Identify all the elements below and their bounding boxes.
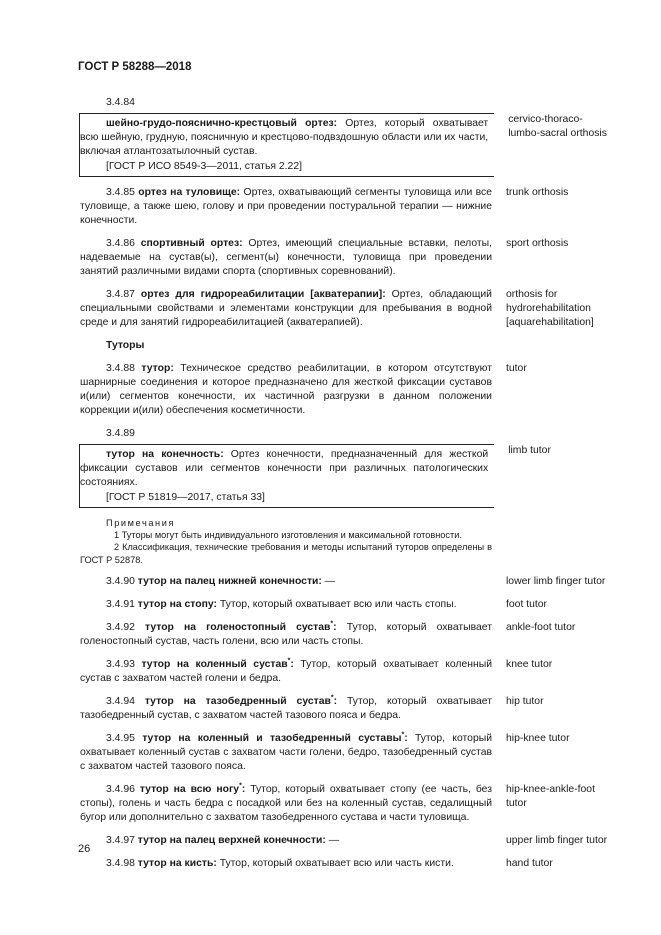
term-english: hand tutor [506,857,553,869]
term-text: 3.4.90 тутор на палец нижней конечности: — [106,575,336,587]
term-text: 3.4.87 ортез для гидрореабилитации [акватерапии]: Ортез, обладающий специальными свойствами и элементами конструкции для пребывания в водной среде и для занятий гидрореабилитацией (акватерапией). [80,289,492,328]
section-heading: Туторы [106,340,145,351]
term-name: ортез на туловище: [138,187,241,198]
term-text: 3.4.97 тутор на палец верхней конечности: — [106,834,340,846]
term-name: тутор на конечность: [106,449,224,460]
term-definition: Ортез, имеющий специальные вставки, пелоты, надеваемые на сустав(ы), сегмент(ы) конечности, туловища при проведении занятий различными видами спорта (спортивных соревнований). [80,238,493,277]
notes-block [80,517,492,566]
term-definition: Тутор, который охватывает коленный сустав с захватом частей голени и бедра. [80,658,493,684]
term-entry-3-4-90 [80,575,635,589]
term-entry-3-4-91 [80,598,635,612]
term-box [79,444,494,508]
term-entry-3-4-95 [80,732,635,774]
note-item: 1 Туторы могут быть индивидуального изготовления и максимальной готовности. [114,530,462,541]
entry-number: 3.4.84 [106,97,135,108]
term-name: ортез для гидрореабилитации [акватерапии]: [140,289,386,300]
term-text: 3.4.98 тутор на кисть: Тутор, который охватывает всю или часть кисти. [106,857,454,869]
term-name: шейно-грудо-пояснично-крестцовый ортез: [106,118,338,129]
term-english: hip-knee tutor [506,732,570,744]
term-reference: [ГОСТ Р ИСО 8549-3—2011, статья 2.22] [106,161,302,172]
term-text: 3.4.93 тутор на коленный сустав*: Тутор, который охватывает коленный сустав с захватом частей голени и бедра. [80,657,493,684]
term-definition: Ортез конечности, предназначенный для жесткой фиксации суставов или сегментов конечности при различных патологических состояниях. [80,449,489,488]
entry-number: 3.4.89 [106,428,135,439]
term-definition: Тутор, который охватывает всю или часть кисти. [216,857,454,869]
term-definition: Ортез, который охватывает всю шейную, грудную, поясничную и крестцово-подвздошную области или их части, включая атлантозатылочный сустав. [80,118,489,157]
term-text: 3.4.94 тутор на тазобедренный сустав*: Тутор, который охватывает тазобедренный сустав, с захватом частей тазового пояса и бедра. [80,694,492,721]
notes-title: Примечания [106,518,176,528]
term-entry-3-4-88 [80,362,635,418]
term-entry-3-4-96 [80,783,635,825]
term-name: тутор на кисть: [137,857,217,869]
term-entry-3-4-92 [80,621,635,649]
term-entry-3-4-86 [80,237,635,279]
page-number: 26 [78,843,91,855]
term-name: тутор: [141,363,174,374]
term-name: спортивный ортез: [140,238,243,249]
term-box [79,113,494,177]
term-definition: Тутор, который охватывает коленный сустав с захватом части голени, бедро, тазобедренный сустав с захватом частей тазового пояса. [80,732,492,772]
term-definition: — [325,834,340,846]
term-text: 3.4.86 спортивный ортез: Ортез, имеющий специальные вставки, пелоты, надеваемые на сустав(ы), сегмент(ы) конечности, туловища при проведении занятий различными видами спорта (спортивных соревнований). [80,238,493,277]
term-definition: Техническое средство реабилитации, в котором отсутствуют шарнирные соединения и которое предназначено для жесткой фиксации суставов и(или) сегментов конечности, их частичной разгрузки в данном положении коррекции и(или) обеспечения косметичности. [80,363,492,416]
term-english: cervico-thoraco- lumbo-sacral orthosis [508,114,607,139]
term-entry-3-4-85 [80,186,635,228]
term-english: hip tutor [506,695,544,707]
term-name: тутор на голеностопный сустав*: [144,620,337,633]
term-definition: Ортез, обладающий специальными свойствами и элементами конструкции для пребывания в водной среде и для занятий гидрореабилитацией (акватерапией). [80,289,492,328]
term-english: foot tutor [506,598,548,610]
term-entry-3-4-97 [80,834,635,848]
term-english: tutor [506,363,527,374]
term-name: тутор на палец нижней конечности: [137,575,322,587]
term-text: 3.4.96 тутор на всю ногу*: Тутор, который охватывает стопу (ее часть, без стопы), голень и часть бедра с посадкой или без на коленный сустав, седалищный бугор или дополнительно с захватом тазобедренного сустава и части туловища. [80,782,492,823]
term-name: тутор на стопу: [137,598,217,610]
term-definition: Тутор, который охватывает тазобедренный сустав, с захватом частей тазового пояса и бедра. [80,695,492,721]
term-text: 3.4.92 тутор на голеностопный сустав*: Тутор, который охватывает голеностопный сустав, часть голени, всю или часть стопы. [80,620,492,647]
term-english: orthosis for hydrorehabilitation [aquarehabilitation] [506,289,594,328]
term-name: тутор на коленный сустав*: [141,657,294,670]
term-definition: — [321,575,336,587]
term-english: sport orthosis [506,238,569,249]
term-name: тутор на коленный и тазобедренный суставы*: [142,731,408,744]
term-name: тутор на всю ногу*: [139,782,246,795]
term-reference: [ГОСТ Р 51819—2017, статья 33] [106,492,265,503]
term-english: hip-knee-ankle-foot tutor [506,783,595,809]
term-name: тутор на палец верхней конечности: [137,834,326,846]
term-definition: Тутор, который охватывает стопу (ее часть, без стопы), голень и часть бедра с посадкой или без на коленный сустав, седалищный бугор или дополнительно с захватом тазобедренного сустава и части туловища. [80,783,492,823]
term-text: 3.4.95 тутор на коленный и тазобедренный суставы*: Тутор, который охватывает коленный сустав с захватом части голени, бедро, тазобедренный сустав с захватом частей тазового пояса. [80,731,492,772]
term-name: тутор на тазобедренный сустав*: [144,694,338,707]
term-english: trunk orthosis [506,187,569,198]
term-english: limb tutor [508,445,551,456]
note-item: 2 Классификация, технические требования и методы испытаний туторов определены в ГОСТ Р 52878. [80,542,492,565]
term-entry-3-4-87 [80,288,635,330]
term-english: knee tutor [506,658,553,670]
term-entry-3-4-94 [80,695,635,723]
term-entries [80,96,635,880]
term-english: lower limb finger tutor [506,575,606,587]
term-english: upper limb finger tutor [506,834,608,846]
term-text: 3.4.88 тутор: Техническое средство реабилитации, в котором отсутствуют шарнирные соединения и которое предназначено для жесткой фиксации суставов и(или) сегментов конечности, их частичной разгрузки в данном положении коррекции и(или) обеспечения косметичности. [80,363,492,416]
term-entry-3-4-84 [80,113,635,177]
term-definition: Тутор, который охватывает голеностопный сустав, часть голени, всю или часть стопы. [80,621,492,647]
term-entry-3-4-93 [80,658,635,686]
page-header: ГОСТ Р 58288—2018 [78,61,192,73]
term-definition: Ортез, охватывающий сегменты туловища или все туловище, а также шею, голову и при проведении постуральной терапии — нижние конечности. [80,187,493,226]
term-definition: Тутор, который охватывает всю или часть стопы. [216,598,457,610]
term-entry-3-4-98 [80,857,635,871]
term-english: ankle-foot tutor [506,621,576,633]
term-entry-3-4-89 [80,444,635,508]
term-text: 3.4.85 ортез на туловище: Ортез, охватывающий сегменты туловища или все туловище, а также шею, голову и при проведении постуральной терапии — нижние конечности. [80,187,493,226]
term-text: 3.4.91 тутор на стопу: Тутор, который охватывает всю или часть стопы. [106,598,457,610]
